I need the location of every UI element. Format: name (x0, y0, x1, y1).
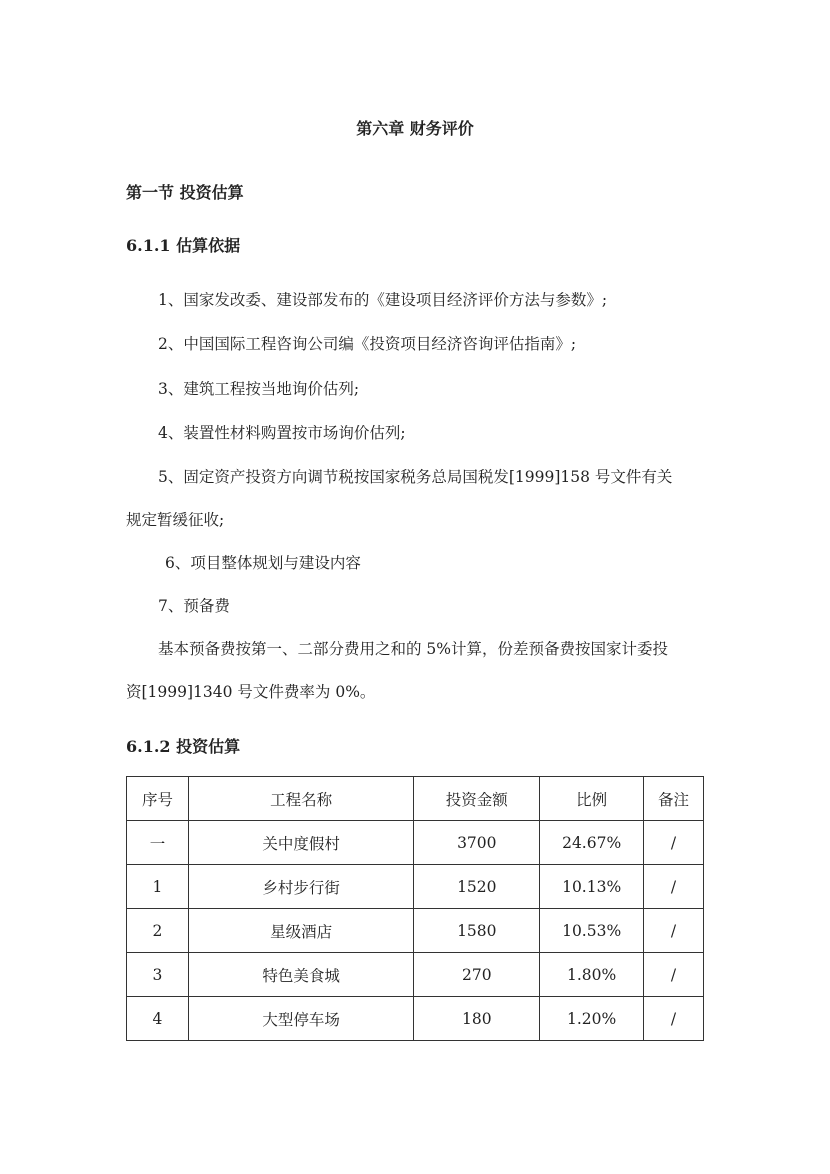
cell: / (644, 997, 704, 1041)
cell: 1.20% (540, 997, 644, 1041)
header-cell: 比例 (540, 777, 644, 821)
cell: 3 (127, 953, 189, 997)
cell: 特色美食城 (188, 953, 414, 997)
cell: 关中度假村 (188, 821, 414, 865)
basis-item-4: 4、装置性材料购置按市场询价估列; (158, 424, 406, 442)
cell: 1520 (414, 865, 540, 909)
cell: 270 (414, 953, 540, 997)
cell: 4 (127, 997, 189, 1041)
cell: 1 (127, 865, 189, 909)
cell: 180 (414, 997, 540, 1041)
header-cell: 序号 (127, 777, 189, 821)
header-cell: 备注 (644, 777, 704, 821)
cell: / (644, 821, 704, 865)
header-cell: 工程名称 (188, 777, 414, 821)
table-header-row (127, 777, 704, 821)
basis-item-5-cont: 规定暂缓征收; (126, 511, 225, 529)
basis-item-5: 5、固定资产投资方向调节税按国家税务总局国税发[1999]158 号文件有关 (158, 468, 673, 486)
basis-item-1: 1、国家发改委、建设部发布的《建设项目经济评价方法与参数》; (158, 291, 608, 309)
cell: 星级酒店 (188, 909, 414, 953)
subsection-title-basis: 6.1.1 估算依据 (126, 236, 241, 255)
cell: / (644, 909, 704, 953)
table-row (127, 997, 704, 1041)
table-row (127, 821, 704, 865)
reserve-paragraph-cont: 资[1999]1340 号文件费率为 0%。 (126, 683, 376, 701)
cell: / (644, 953, 704, 997)
cell: / (644, 865, 704, 909)
cell: 1580 (414, 909, 540, 953)
basis-item-2: 2、中国国际工程咨询公司编《投资项目经济咨询评估指南》; (158, 335, 577, 353)
cell: 2 (127, 909, 189, 953)
table-row (127, 865, 704, 909)
reserve-paragraph: 基本预备费按第一、二部分费用之和的 5%计算，份差预备费按国家计委投 (158, 640, 669, 658)
cell: 3700 (414, 821, 540, 865)
cell: 1.80% (540, 953, 644, 997)
section-title: 第一节 投资估算 (126, 183, 244, 202)
chapter-title: 第六章 财务评价 (356, 119, 474, 138)
header-cell: 投资金额 (414, 777, 540, 821)
subsection-title-estimate: 6.1.2 投资估算 (126, 737, 241, 756)
cell: 一 (127, 821, 189, 865)
cell: 乡村步行街 (188, 865, 414, 909)
cell: 10.53% (540, 909, 644, 953)
cell: 10.13% (540, 865, 644, 909)
basis-item-6: 6、项目整体规划与建设内容 (165, 554, 361, 572)
table-row (127, 909, 704, 953)
cell: 大型停车场 (188, 997, 414, 1041)
basis-item-7: 7、预备费 (158, 597, 230, 615)
investment-table (126, 776, 704, 1041)
cell: 24.67% (540, 821, 644, 865)
table-row (127, 953, 704, 997)
basis-item-3: 3、建筑工程按当地询价估列; (158, 380, 360, 398)
